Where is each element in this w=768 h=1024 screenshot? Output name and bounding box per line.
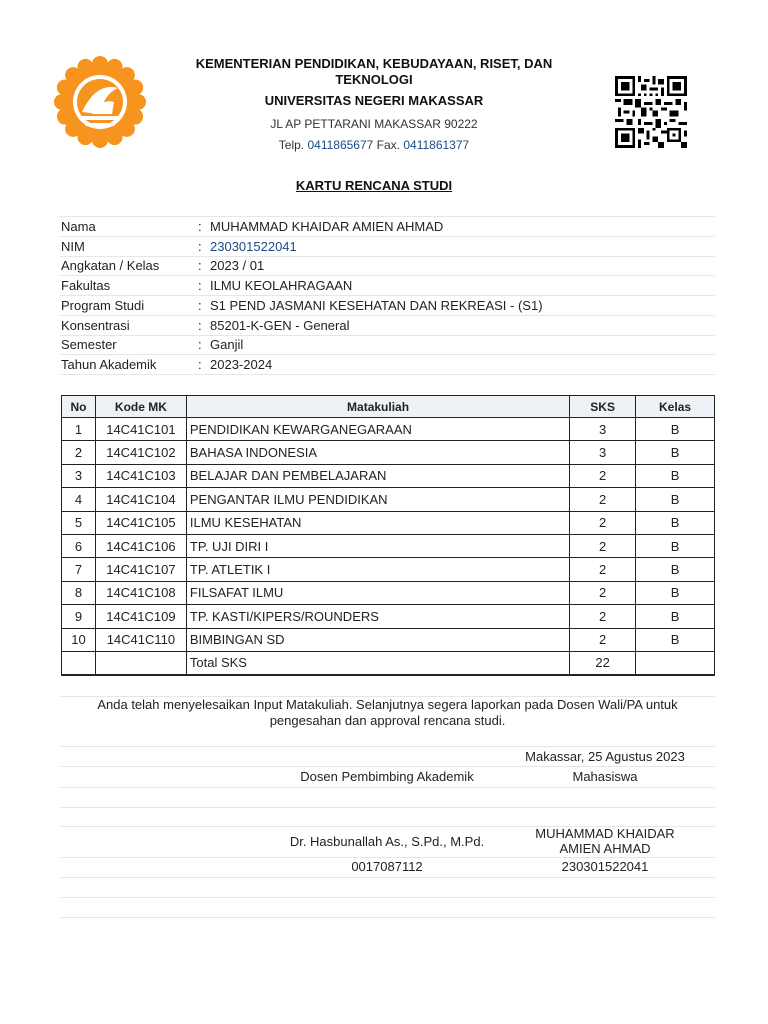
table-row	[62, 558, 715, 581]
cell-kode: 14C41C104	[95, 488, 186, 511]
student-name: MUHAMMAD KHAIDAR AMIEN AHMAD	[535, 826, 675, 856]
advisor-name: Dr. Hasbunallah As., S.Pd., M.Pd.	[289, 834, 485, 849]
cell-matakuliah: PENDIDIKAN KEWARGANEGARAAN	[186, 418, 569, 441]
cell-no: 3	[62, 464, 96, 487]
info-value-semester: Ganjil	[210, 337, 244, 353]
cell-no: 4	[62, 488, 96, 511]
info-row-prodi	[60, 296, 715, 316]
info-value-angkatan: 2023 / 01	[210, 258, 265, 274]
info-colon: :	[198, 238, 202, 254]
cell-no: 2	[62, 441, 96, 464]
col-header-sks: SKS	[570, 396, 636, 418]
table-row	[62, 628, 715, 651]
cell-sks: 2	[570, 581, 636, 604]
cell-sks: 3	[570, 441, 636, 464]
table-row	[62, 581, 715, 604]
cell-sks: 2	[570, 464, 636, 487]
col-header-matakuliah: Matakuliah	[186, 396, 569, 418]
advisor-role: Dosen Pembimbing Akademik	[300, 769, 474, 784]
cell-no: 9	[62, 605, 96, 628]
info-colon: :	[198, 317, 202, 333]
cell-matakuliah: PENGANTAR ILMU PENDIDIKAN	[186, 488, 569, 511]
total-sks-value: 22	[570, 651, 636, 674]
info-value-fakultas: ILMU KEOLAHRAGAAN	[210, 278, 353, 294]
info-colon: :	[198, 337, 202, 353]
cell-kode: 14C41C108	[95, 581, 186, 604]
info-label: NIM	[61, 238, 85, 254]
cell-sks: 2	[570, 488, 636, 511]
submission-note: Anda telah menyelesaikan Input Matakuliah. Selanjutnya segera laporkan pada Dosen Wali/PA untuk pengesahan dan approval rencana studi.	[97, 697, 678, 728]
cell-kelas: B	[636, 605, 715, 628]
course-table	[61, 395, 715, 676]
info-value-konsentrasi: 85201-K-GEN - General	[210, 317, 350, 333]
info-colon: :	[198, 218, 202, 234]
cell-matakuliah: TP. ATLETIK I	[186, 558, 569, 581]
info-label: Tahun Akademik	[61, 357, 157, 373]
divider	[60, 897, 715, 898]
table-header-row	[62, 396, 715, 418]
cell-kelas: B	[636, 628, 715, 651]
cell-empty	[636, 651, 715, 674]
place-date: Makassar, 25 Agustus 2023	[525, 749, 685, 764]
cell-sks: 2	[570, 605, 636, 628]
cell-kelas: B	[636, 558, 715, 581]
table-row	[62, 605, 715, 628]
contact-line	[168, 138, 580, 152]
cell-no: 1	[62, 418, 96, 441]
table-row	[62, 441, 715, 464]
cell-no: 8	[62, 581, 96, 604]
info-label: Semester	[61, 337, 117, 353]
info-colon: :	[198, 258, 202, 274]
col-header-kode: Kode MK	[95, 396, 186, 418]
table-row	[62, 464, 715, 487]
university-address: JL AP PETTARANI MAKASSAR 90222	[270, 117, 478, 131]
cell-kode: 14C41C110	[95, 628, 186, 651]
info-value-nama: MUHAMMAD KHAIDAR AMIEN AHMAD	[210, 218, 444, 234]
university-name: UNIVERSITAS NEGERI MAKASSAR	[264, 93, 484, 108]
info-row-nama	[60, 217, 715, 237]
divider	[60, 877, 715, 878]
info-row-angkatan	[60, 257, 715, 277]
info-label: Angkatan / Kelas	[61, 258, 160, 274]
table-total-row	[62, 651, 715, 674]
student-role: Mahasiswa	[572, 769, 638, 784]
info-colon: :	[198, 357, 202, 373]
info-row-semester	[60, 336, 715, 356]
cell-kelas: B	[636, 488, 715, 511]
cell-sks: 3	[570, 418, 636, 441]
student-info	[60, 216, 715, 375]
cell-kelas: B	[636, 464, 715, 487]
cell-sks: 2	[570, 534, 636, 557]
info-value-nim[interactable]: 230301522041	[210, 238, 297, 254]
cell-kode: 14C41C102	[95, 441, 186, 464]
ministry-name: KEMENTERIAN PENDIDIKAN, KEBUDAYAAN, RISET, DAN TEKNOLOGI	[195, 56, 553, 87]
cell-matakuliah: ILMU KESEHATAN	[186, 511, 569, 534]
info-label: Fakultas	[61, 278, 111, 294]
table-row	[62, 511, 715, 534]
col-header-no: No	[62, 396, 96, 418]
info-row-tahun	[60, 355, 715, 375]
info-row-nim	[60, 237, 715, 257]
cell-no: 5	[62, 511, 96, 534]
cell-sks: 2	[570, 628, 636, 651]
advisor-id[interactable]: 0017087112	[351, 859, 423, 874]
cell-no: 7	[62, 558, 96, 581]
cell-kode: 14C41C109	[95, 605, 186, 628]
cell-kelas: B	[636, 581, 715, 604]
cell-kode: 14C41C103	[95, 464, 186, 487]
info-label: Program Studi	[61, 297, 145, 313]
cell-empty	[95, 651, 186, 674]
phone-link[interactable]: 0411865677	[307, 138, 374, 152]
info-value-prodi: S1 PEND JASMANI KESEHATAN DAN REKREASI - (S1)	[210, 297, 543, 313]
cell-matakuliah: TP. KASTI/KIPERS/ROUNDERS	[186, 605, 569, 628]
cell-sks: 2	[570, 511, 636, 534]
info-label: Nama	[61, 218, 96, 234]
cell-matakuliah: BAHASA INDONESIA	[186, 441, 569, 464]
divider	[60, 787, 715, 788]
cell-kode: 14C41C107	[95, 558, 186, 581]
table-row	[62, 418, 715, 441]
cell-matakuliah: TP. UJI DIRI I	[186, 534, 569, 557]
cell-matakuliah: BIMBINGAN SD	[186, 628, 569, 651]
cell-no: 10	[62, 628, 96, 651]
cell-matakuliah: FILSAFAT ILMU	[186, 581, 569, 604]
info-row-konsentrasi	[60, 316, 715, 336]
page-title: KARTU RENCANA STUDI	[295, 178, 453, 193]
cell-kelas: B	[636, 418, 715, 441]
col-header-kelas: Kelas	[636, 396, 715, 418]
cell-kelas: B	[636, 534, 715, 557]
info-colon: :	[198, 297, 202, 313]
cell-sks: 2	[570, 558, 636, 581]
student-id[interactable]: 230301522041	[561, 859, 649, 874]
info-colon: :	[198, 278, 202, 294]
divider	[60, 807, 715, 808]
fax-link[interactable]: 0411861377	[403, 138, 470, 152]
cell-kode: 14C41C105	[95, 511, 186, 534]
info-label: Konsentrasi	[61, 317, 130, 333]
cell-kelas: B	[636, 511, 715, 534]
cell-kode: 14C41C101	[95, 418, 186, 441]
divider	[60, 917, 715, 918]
info-value-tahun: 2023-2024	[210, 357, 273, 373]
cell-kode: 14C41C106	[95, 534, 186, 557]
cell-no: 6	[62, 534, 96, 557]
phone-label: Telp.	[278, 138, 305, 152]
fax-label: Fax.	[376, 138, 401, 152]
cell-kelas: B	[636, 441, 715, 464]
divider	[60, 766, 715, 767]
qr-code-icon	[614, 76, 688, 148]
divider	[60, 857, 715, 858]
cell-empty	[62, 651, 96, 674]
info-row-fakultas	[60, 276, 715, 296]
table-row	[62, 488, 715, 511]
table-row	[62, 534, 715, 557]
divider	[60, 746, 715, 747]
cell-matakuliah: BELAJAR DAN PEMBELAJARAN	[186, 464, 569, 487]
total-sks-label: Total SKS	[186, 651, 569, 674]
university-logo-icon	[52, 54, 148, 150]
